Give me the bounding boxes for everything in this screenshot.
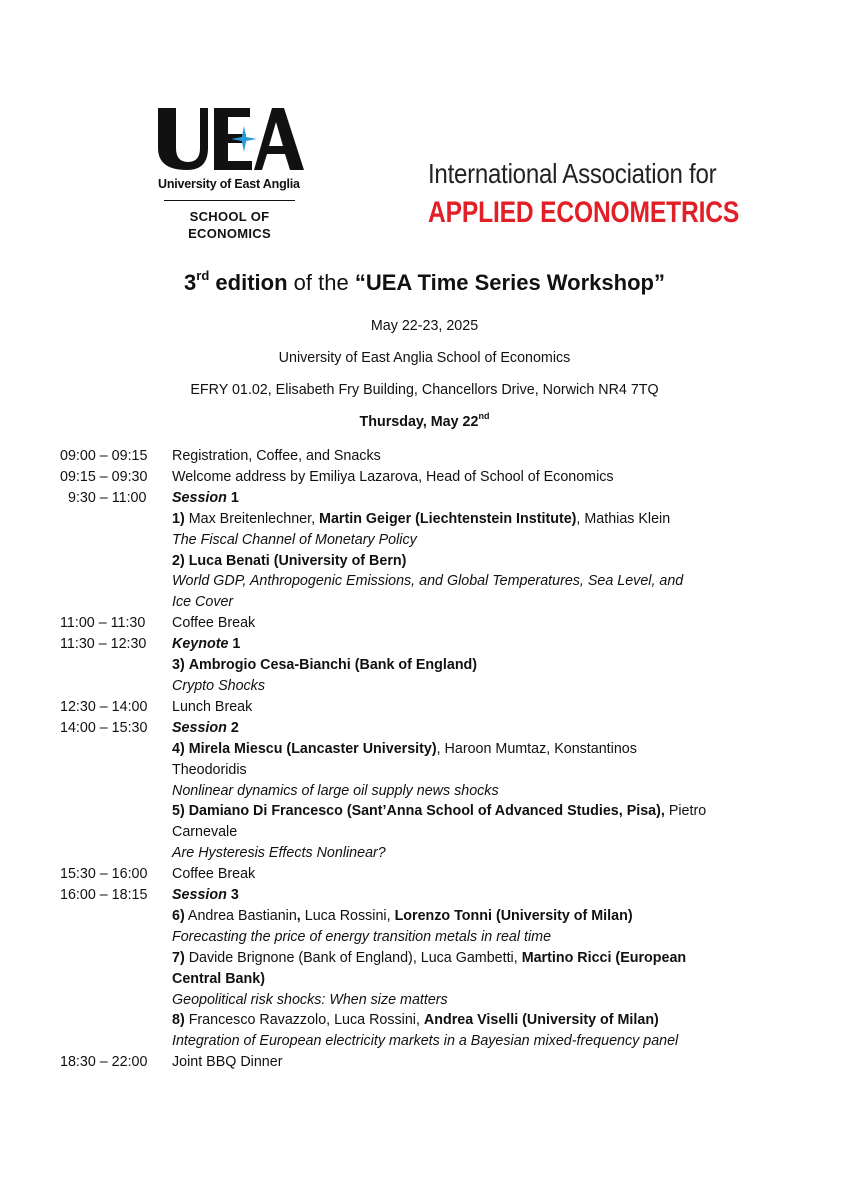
slot-description: Welcome address by Emiliya Lazarova, Head of School of Economics bbox=[172, 468, 614, 485]
author-comma: , bbox=[296, 907, 301, 924]
paper-5-title bbox=[60, 843, 760, 864]
uea-wordmark-icon bbox=[154, 104, 304, 174]
paper-title: Integration of European electricity markets in a Bayesian mixed-frequency panel bbox=[172, 1033, 679, 1050]
paper-3-authors bbox=[60, 655, 760, 676]
paper-6-authors bbox=[60, 906, 760, 927]
paper-title: Geopolitical risk shocks: When size matters bbox=[172, 991, 448, 1008]
author: Francesco Ravazzolo, Luca Rossini, bbox=[184, 1012, 424, 1029]
author: , Haroon Mumtaz, Konstantinos bbox=[436, 740, 637, 757]
schedule-row-welcome bbox=[60, 467, 760, 488]
session-heading bbox=[172, 634, 760, 655]
presenting-author: Martino Ricci (European bbox=[521, 949, 687, 966]
session-number: 2 bbox=[230, 719, 239, 736]
iaae-logo bbox=[428, 158, 743, 238]
paper-number: 7) bbox=[172, 949, 185, 966]
author: Andrea Bastianin bbox=[184, 907, 297, 924]
uea-school-name bbox=[162, 208, 297, 242]
day-suffix: nd bbox=[478, 411, 490, 422]
time-slot: 15:30 – 16:00 bbox=[60, 866, 148, 883]
presenting-author: Luca Benati (University of Bern) bbox=[188, 552, 407, 569]
paper-number: 2) bbox=[172, 552, 185, 569]
presenting-author: Mirela Miescu (Lancaster University) bbox=[188, 740, 437, 757]
time-slot: 12:30 – 14:00 bbox=[60, 698, 148, 715]
paper-number: 6) bbox=[172, 907, 185, 924]
paper-number: 5) bbox=[172, 803, 185, 820]
paper-number: 8) bbox=[172, 1012, 185, 1029]
paper-number: 3) bbox=[172, 657, 185, 674]
paper-4-authors-cont bbox=[60, 760, 760, 781]
session-label: Session bbox=[172, 887, 227, 904]
paper-3-title bbox=[60, 676, 760, 697]
author: Davide Brignone (Bank of England), Luca Gambetti, bbox=[184, 949, 522, 966]
author: Theodoridis bbox=[172, 761, 247, 778]
paper-2-authors bbox=[60, 551, 760, 572]
schedule-row-session-2 bbox=[60, 718, 760, 739]
event-institution: University of East Anglia School of Economics bbox=[278, 350, 571, 366]
paper-title: The Fiscal Channel of Monetary Policy bbox=[172, 531, 417, 548]
schedule-row-registration bbox=[60, 446, 760, 467]
session-heading bbox=[172, 718, 760, 739]
paper-7-title bbox=[60, 990, 760, 1011]
slot-description: Joint BBQ Dinner bbox=[172, 1054, 283, 1071]
time-slot: 11:30 – 12:30 bbox=[60, 636, 147, 653]
slot-description: Coffee Break bbox=[172, 615, 256, 632]
paper-number: 4) bbox=[172, 740, 185, 757]
session-heading bbox=[172, 885, 760, 906]
time-slot: 16:00 – 18:15 bbox=[60, 887, 148, 904]
schedule-row-session-3 bbox=[60, 885, 760, 906]
uea-logo bbox=[150, 100, 310, 250]
time-slot: 09:00 – 09:15 bbox=[60, 448, 148, 464]
schedule-row-session-1 bbox=[60, 488, 760, 509]
day-heading bbox=[0, 411, 849, 430]
session-number: 3 bbox=[230, 887, 239, 904]
session-number: 1 bbox=[230, 489, 239, 506]
paper-4-authors bbox=[60, 739, 760, 760]
slot-description: Coffee Break bbox=[172, 866, 256, 883]
time-slot: 18:30 – 22:00 bbox=[60, 1054, 148, 1071]
time-slot: 14:00 – 15:30 bbox=[60, 719, 148, 736]
time-slot: 11:00 – 11:30 bbox=[60, 615, 146, 632]
paper-7-authors bbox=[60, 948, 760, 969]
presenting-author: Damiano Di Francesco (Sant’Anna School of Advanced Studies, Pisa), bbox=[188, 803, 665, 820]
uea-school-line1: SCHOOL OF bbox=[189, 209, 270, 224]
title-middle: of the bbox=[293, 270, 349, 295]
schedule bbox=[60, 446, 760, 1073]
session-label: Session bbox=[172, 719, 227, 736]
schedule-row-coffee-1 bbox=[60, 613, 760, 634]
title-workshop-name: “UEA Time Series Workshop” bbox=[354, 270, 665, 295]
title-edition: edition bbox=[215, 270, 288, 295]
paper-title: Nonlinear dynamics of large oil supply news shocks bbox=[172, 782, 499, 799]
paper-5-authors bbox=[60, 801, 760, 822]
schedule-row-lunch bbox=[60, 697, 760, 718]
slot-description: Registration, Coffee, and Snacks bbox=[172, 448, 381, 464]
author: Pietro bbox=[664, 803, 707, 820]
author: Max Breitenlechner, bbox=[188, 510, 316, 527]
uea-school-line2: ECONOMICS bbox=[188, 226, 271, 241]
session-label: Keynote bbox=[172, 636, 229, 653]
schedule-row-keynote bbox=[60, 634, 760, 655]
presenting-author: Lorenzo Tonni (University of Milan) bbox=[394, 907, 633, 924]
event-dates: May 22-23, 2025 bbox=[370, 318, 479, 334]
paper-title: Crypto Shocks bbox=[172, 677, 265, 694]
presenting-author: Central Bank) bbox=[172, 970, 265, 987]
uea-divider bbox=[164, 200, 295, 201]
presenting-author: Andrea Viselli (University of Milan) bbox=[423, 1012, 659, 1029]
title-ordinal: 3 bbox=[184, 270, 197, 295]
paper-7-authors-cont bbox=[60, 969, 760, 990]
title-ordinal-suffix: rd bbox=[196, 267, 210, 283]
session-number: 1 bbox=[232, 636, 241, 653]
session-heading bbox=[172, 488, 760, 509]
paper-8-authors bbox=[60, 1010, 760, 1031]
paper-1-title bbox=[60, 530, 760, 551]
iaae-logo-line2: APPLIED ECONOMETRICS bbox=[428, 196, 740, 229]
slot-description: Lunch Break bbox=[172, 698, 253, 715]
schedule-row-coffee-2 bbox=[60, 864, 760, 885]
paper-2-title-cont bbox=[60, 592, 760, 613]
time-slot: 9:30 – 11:00 bbox=[68, 489, 147, 506]
day-label: Thursday, May 22 bbox=[359, 414, 479, 430]
presenting-author: Ambrogio Cesa-Bianchi (Bank of England) bbox=[188, 657, 478, 674]
uea-university-name: University of East Anglia bbox=[158, 177, 300, 191]
author: Luca Rossini, bbox=[300, 907, 395, 924]
author: , Mathias Klein bbox=[576, 510, 671, 527]
paper-2-title bbox=[60, 571, 760, 592]
schedule-row-dinner bbox=[60, 1052, 760, 1073]
paper-8-title bbox=[60, 1031, 760, 1052]
paper-number: 1) bbox=[172, 510, 185, 527]
author: Carnevale bbox=[172, 824, 238, 841]
paper-6-title bbox=[60, 927, 760, 948]
presenting-author: Martin Geiger (Liechtenstein Institute) bbox=[319, 510, 577, 527]
paper-title: Forecasting the price of energy transition metals in real time bbox=[172, 928, 552, 945]
time-slot: 09:15 – 09:30 bbox=[60, 468, 148, 485]
paper-5-authors-cont bbox=[60, 822, 760, 843]
session-label: Session bbox=[172, 489, 227, 506]
paper-1-authors bbox=[60, 509, 760, 530]
paper-title: World GDP, Anthropogenic Emissions, and Global Temperatures, Sea Level, and bbox=[172, 573, 684, 590]
iaae-logo-line1: International Association for bbox=[428, 158, 717, 189]
paper-title: Ice Cover bbox=[172, 594, 234, 611]
paper-title: Are Hysteresis Effects Nonlinear? bbox=[172, 845, 386, 862]
event-venue: EFRY 01.02, Elisabeth Fry Building, Chancellors Drive, Norwich NR4 7TQ bbox=[190, 382, 659, 398]
page-title bbox=[0, 267, 849, 296]
paper-4-title bbox=[60, 781, 760, 802]
